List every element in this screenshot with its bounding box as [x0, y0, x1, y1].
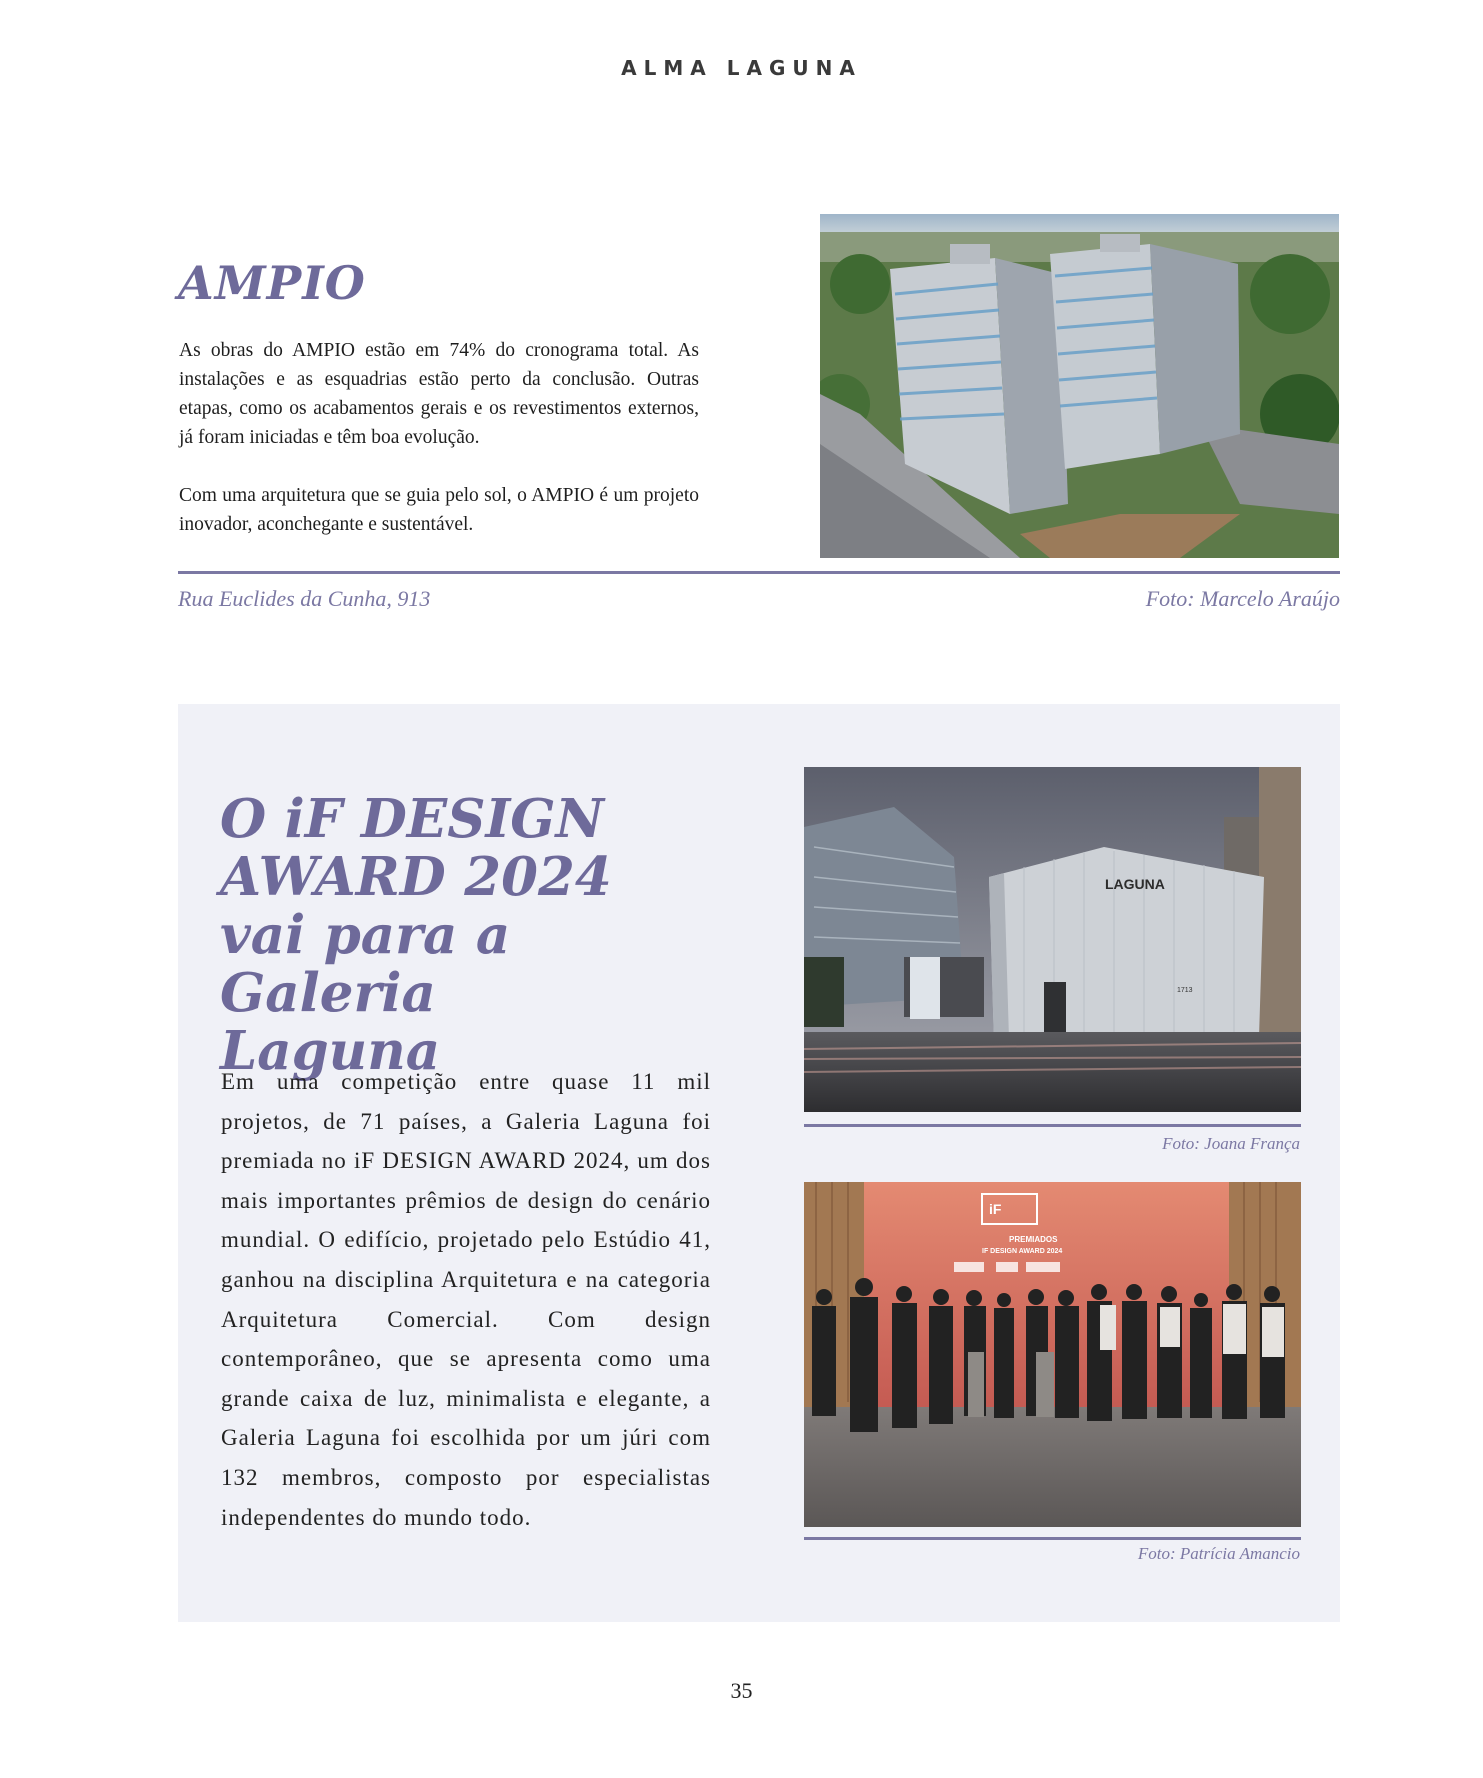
ampio-address: Rua Euclides da Cunha, 913 [178, 586, 431, 611]
award-title [220, 790, 620, 1080]
ampio-title: AMPIO [178, 256, 366, 310]
facade-number: 1713 [1177, 987, 1193, 994]
screen-line-2: IF DESIGN AWARD 2024 [982, 1248, 1063, 1255]
ampio-building-photo [820, 214, 1339, 558]
award-title-line-4: Galeria Laguna [220, 962, 441, 1082]
ampio-photo-credit: Foto: Marcelo Araújo [1145, 586, 1340, 611]
ampio-body [179, 336, 699, 568]
award-title-line-3: vai para a [220, 904, 511, 966]
facade-sign: LAGUNA [1105, 876, 1165, 892]
award-title-line-2: AWARD 2024 [220, 846, 612, 908]
magazine-name: ALMA LAGUNA [621, 56, 862, 80]
ceremony-photo-credit: Foto: Patrícia Amancio [1137, 1544, 1300, 1563]
svg-text:iF: iF [989, 1201, 1002, 1217]
award-body: Em uma competição entre quase 11 mil projetos, de 71 países, a Galeria Laguna foi premiada no iF DESIGN AWARD 2024, um dos mais importantes prêmios de design do cenário mundial. O edifício, projetado pelo Estúdio 41, ganhou na disciplina Arquitetura e na categoria Arquitetura Comercial. Com design contemporâneo, que se apresenta como uma grande caixa de luz, minimalista e elegante, a Galeria Laguna foi escolhida por um júri com 132 membros, composto por especialistas independentes do mundo todo. [221, 1069, 711, 1530]
page-number: 35 [730, 1678, 753, 1703]
screen-line-1: PREMIADOS [1009, 1235, 1058, 1244]
building-photo-divider [804, 1124, 1301, 1127]
galeria-laguna-photo [804, 767, 1301, 1112]
award-title-line-1: O iF DESIGN [220, 788, 604, 850]
ampio-paragraph-2: Com uma arquitetura que se guia pelo sol, o AMPIO é um projeto inovador, aconchegante e sustentável. [179, 485, 699, 535]
ampio-divider [178, 571, 1340, 574]
ampio-paragraph-1: As obras do AMPIO estão em 74% do cronograma total. As instalações e as esquadrias estão perto da conclusão. Outras etapas, como os acabamentos gerais e os revestimentos externos, já foram iniciadas e têm boa evolução. [179, 340, 699, 448]
ceremony-photo-divider [804, 1537, 1301, 1540]
building-photo-credit: Foto: Joana França [1162, 1134, 1300, 1153]
award-ceremony-photo [804, 1182, 1301, 1527]
